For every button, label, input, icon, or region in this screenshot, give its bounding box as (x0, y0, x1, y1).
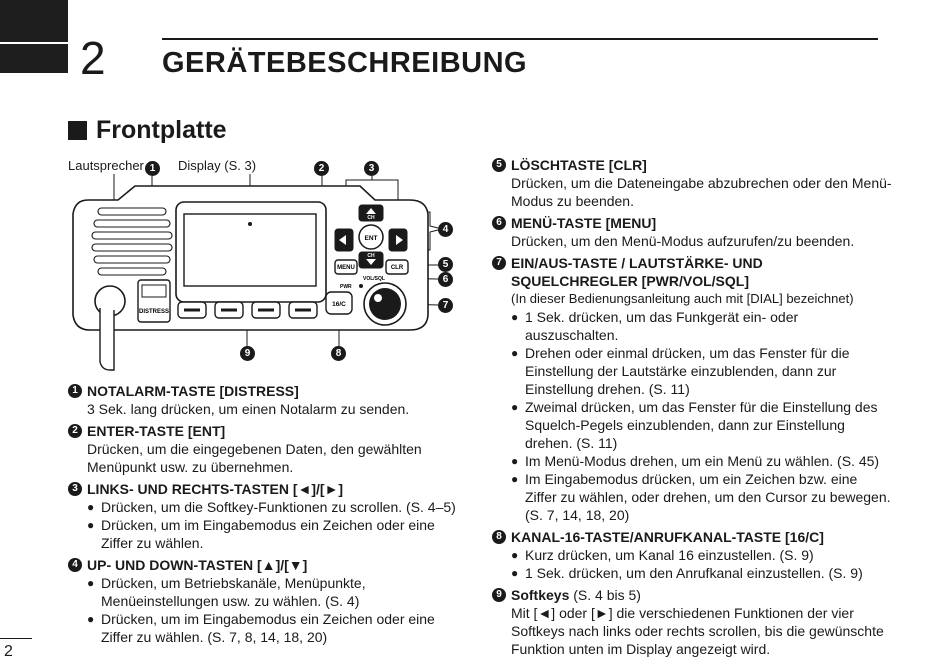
chapter-rule (162, 38, 878, 40)
item-pwr-vol-sql (492, 254, 892, 524)
number-badge: 5 (492, 158, 506, 172)
chapter-number: 2 (80, 32, 106, 84)
number-badge: 2 (68, 424, 82, 438)
bullet-list (68, 574, 463, 646)
chapter-tab (0, 0, 68, 73)
item-title: EIN/AUS-TASTE / LAUTSTÄRKE- UND SQUELCHREGLER [PWR/VOL/SQL] (511, 255, 763, 289)
ch-up-label: CH (367, 215, 375, 221)
clr-label: CLR (390, 265, 404, 271)
number-badge: 7 (492, 256, 506, 270)
section-title (68, 116, 227, 145)
section-title-text: Frontplatte (96, 116, 227, 144)
item-title: ENTER-TASTE [ENT] (87, 423, 226, 439)
item-menu (492, 214, 892, 250)
item-body: Drücken, um den Menü-Modus aufzurufen/zu beenden. (511, 233, 855, 249)
bullet-list (492, 546, 892, 582)
item-up-down (68, 556, 463, 646)
callout-4: 4 (438, 222, 453, 237)
bullet-item: ● Drücken, um im Eingabemodus ein Zeichen oder eine Ziffer zu wählen. (S. 7, 8, 14, 18, 20) (87, 610, 463, 646)
item-body: 3 Sek. lang drücken, um einen Notalarm zu senden. (87, 401, 410, 417)
distress-label: DISTRESS (138, 309, 170, 315)
callout-2: 2 (314, 161, 329, 176)
callout-6: 6 (438, 272, 453, 287)
item-title: KANAL-16-TASTE/ANRUFKANAL-TASTE [16/C] (511, 529, 824, 545)
item-heading (68, 556, 463, 574)
item-title: UP- UND DOWN-TASTEN [▲]/[▼] (87, 557, 308, 573)
number-badge: 8 (492, 530, 506, 544)
page-number: 2 (4, 643, 13, 660)
callout-8: 8 (331, 346, 346, 361)
item-body: Drücken, um die Dateneingabe abzubrechen oder den Menü-Modus zu beenden. (511, 175, 892, 209)
bullet-item: ● Kurz drücken, um Kanal 16 einzustellen. (S. 9) (511, 546, 892, 564)
callout-9: 9 (240, 346, 255, 361)
item-heading (68, 422, 463, 440)
item-ent (68, 422, 463, 476)
callout-3: 3 (364, 161, 379, 176)
16c-label: 16/C (332, 301, 346, 308)
bullet-item: ● Im Eingabemodus drücken, um ein Zeichen bzw. eine Ziffer zu wählen, oder drehen, um den Cursor zu bewegen. (S. 7, 14, 18, 20) (511, 470, 892, 524)
bullet-item: ● 1 Sek. drücken, um das Funkgerät ein- oder auszuschalten. (511, 308, 892, 344)
label-speaker: Lautsprecher (68, 158, 144, 173)
ent-label: ENT (364, 235, 378, 242)
bullet-item: ● Drücken, um Betriebskanäle, Menüpunkte, Menüeinstellungen usw. zu wählen. (S. 4) (87, 574, 463, 610)
item-body: Mit [◄] oder [►] die verschiedenen Funktionen der vier Softkeys nach links oder rechts scrollen, bis die gewünschte Funktion unten im Display angezeigt wird. (511, 605, 884, 657)
item-title: MENÜ-TASTE [MENU] (511, 215, 657, 231)
item-heading (68, 480, 463, 498)
radio-front-panel (60, 150, 470, 372)
label-display: Display (S. 3) (178, 158, 257, 173)
volsql-label: VOL/SQL (363, 276, 385, 282)
item-title: Softkeys (511, 587, 570, 603)
bullet-item: ● Drehen oder einmal drücken, um das Fenster für die Einstellung der Lautstärke einzublenden, dann zur Einstellung drehen. (S. 11) (511, 344, 892, 398)
bullet-item: ● Drücken, um die Softkey-Funktionen zu scrollen. (S. 4–5) (87, 498, 463, 516)
ch-down-label: CH (367, 253, 375, 259)
number-badge: 1 (68, 384, 82, 398)
chapter-title: GERÄTEBESCHREIBUNG (162, 47, 528, 79)
bullet-item: ● Zweimal drücken, um das Fenster für die Einstellung des Squelch-Pegels einzublenden, dann zur Einstellung drehen. (S. 11) (511, 398, 892, 452)
item-note: (In dieser Bedienungsanleitung auch mit [DIAL] bezeichnet) (511, 291, 854, 306)
section-square-icon (68, 121, 87, 140)
callout-7: 7 (438, 298, 453, 313)
item-heading (68, 382, 463, 400)
chapter-tab-divider (0, 42, 68, 44)
item-heading (492, 254, 892, 290)
callout-5: 5 (438, 257, 453, 272)
front-panel-diagram (60, 150, 470, 372)
item-body: Drücken, um die eingegebenen Daten, den gewählten Menüpunkt usw. zu übernehmen. (87, 441, 422, 475)
item-clr (492, 156, 892, 210)
item-distress (68, 382, 463, 418)
callout-1: 1 (145, 161, 160, 176)
right-column (492, 156, 892, 662)
item-left-right (68, 480, 463, 552)
item-16c (492, 528, 892, 582)
bullet-list (68, 498, 463, 552)
item-heading (492, 586, 892, 604)
item-title: LÖSCHTASTE [CLR] (511, 157, 647, 173)
item-softkeys (492, 586, 892, 658)
number-badge: 3 (68, 482, 82, 496)
bullet-list (492, 308, 892, 524)
number-badge: 4 (68, 558, 82, 572)
item-heading (492, 214, 892, 232)
number-badge: 9 (492, 588, 506, 602)
item-heading (492, 528, 892, 546)
page-rule (0, 638, 32, 639)
bullet-item: ● 1 Sek. drücken, um den Anrufkanal einzustellen. (S. 9) (511, 564, 892, 582)
item-title-suffix: (S. 4 bis 5) (569, 587, 641, 603)
item-heading (492, 156, 892, 174)
item-title: LINKS- UND RECHTS-TASTEN [◄]/[►] (87, 481, 344, 497)
left-column (68, 382, 463, 650)
menu-label: MENU (337, 265, 355, 271)
bullet-item: ● Drücken, um im Eingabemodus ein Zeichen oder eine Ziffer zu wählen. (87, 516, 463, 552)
bullet-item: ● Im Menü-Modus drehen, um ein Menü zu wählen. (S. 45) (511, 452, 892, 470)
item-title: NOTALARM-TASTE [DISTRESS] (87, 383, 299, 399)
pwr-label: PWR (340, 284, 352, 290)
number-badge: 6 (492, 216, 506, 230)
